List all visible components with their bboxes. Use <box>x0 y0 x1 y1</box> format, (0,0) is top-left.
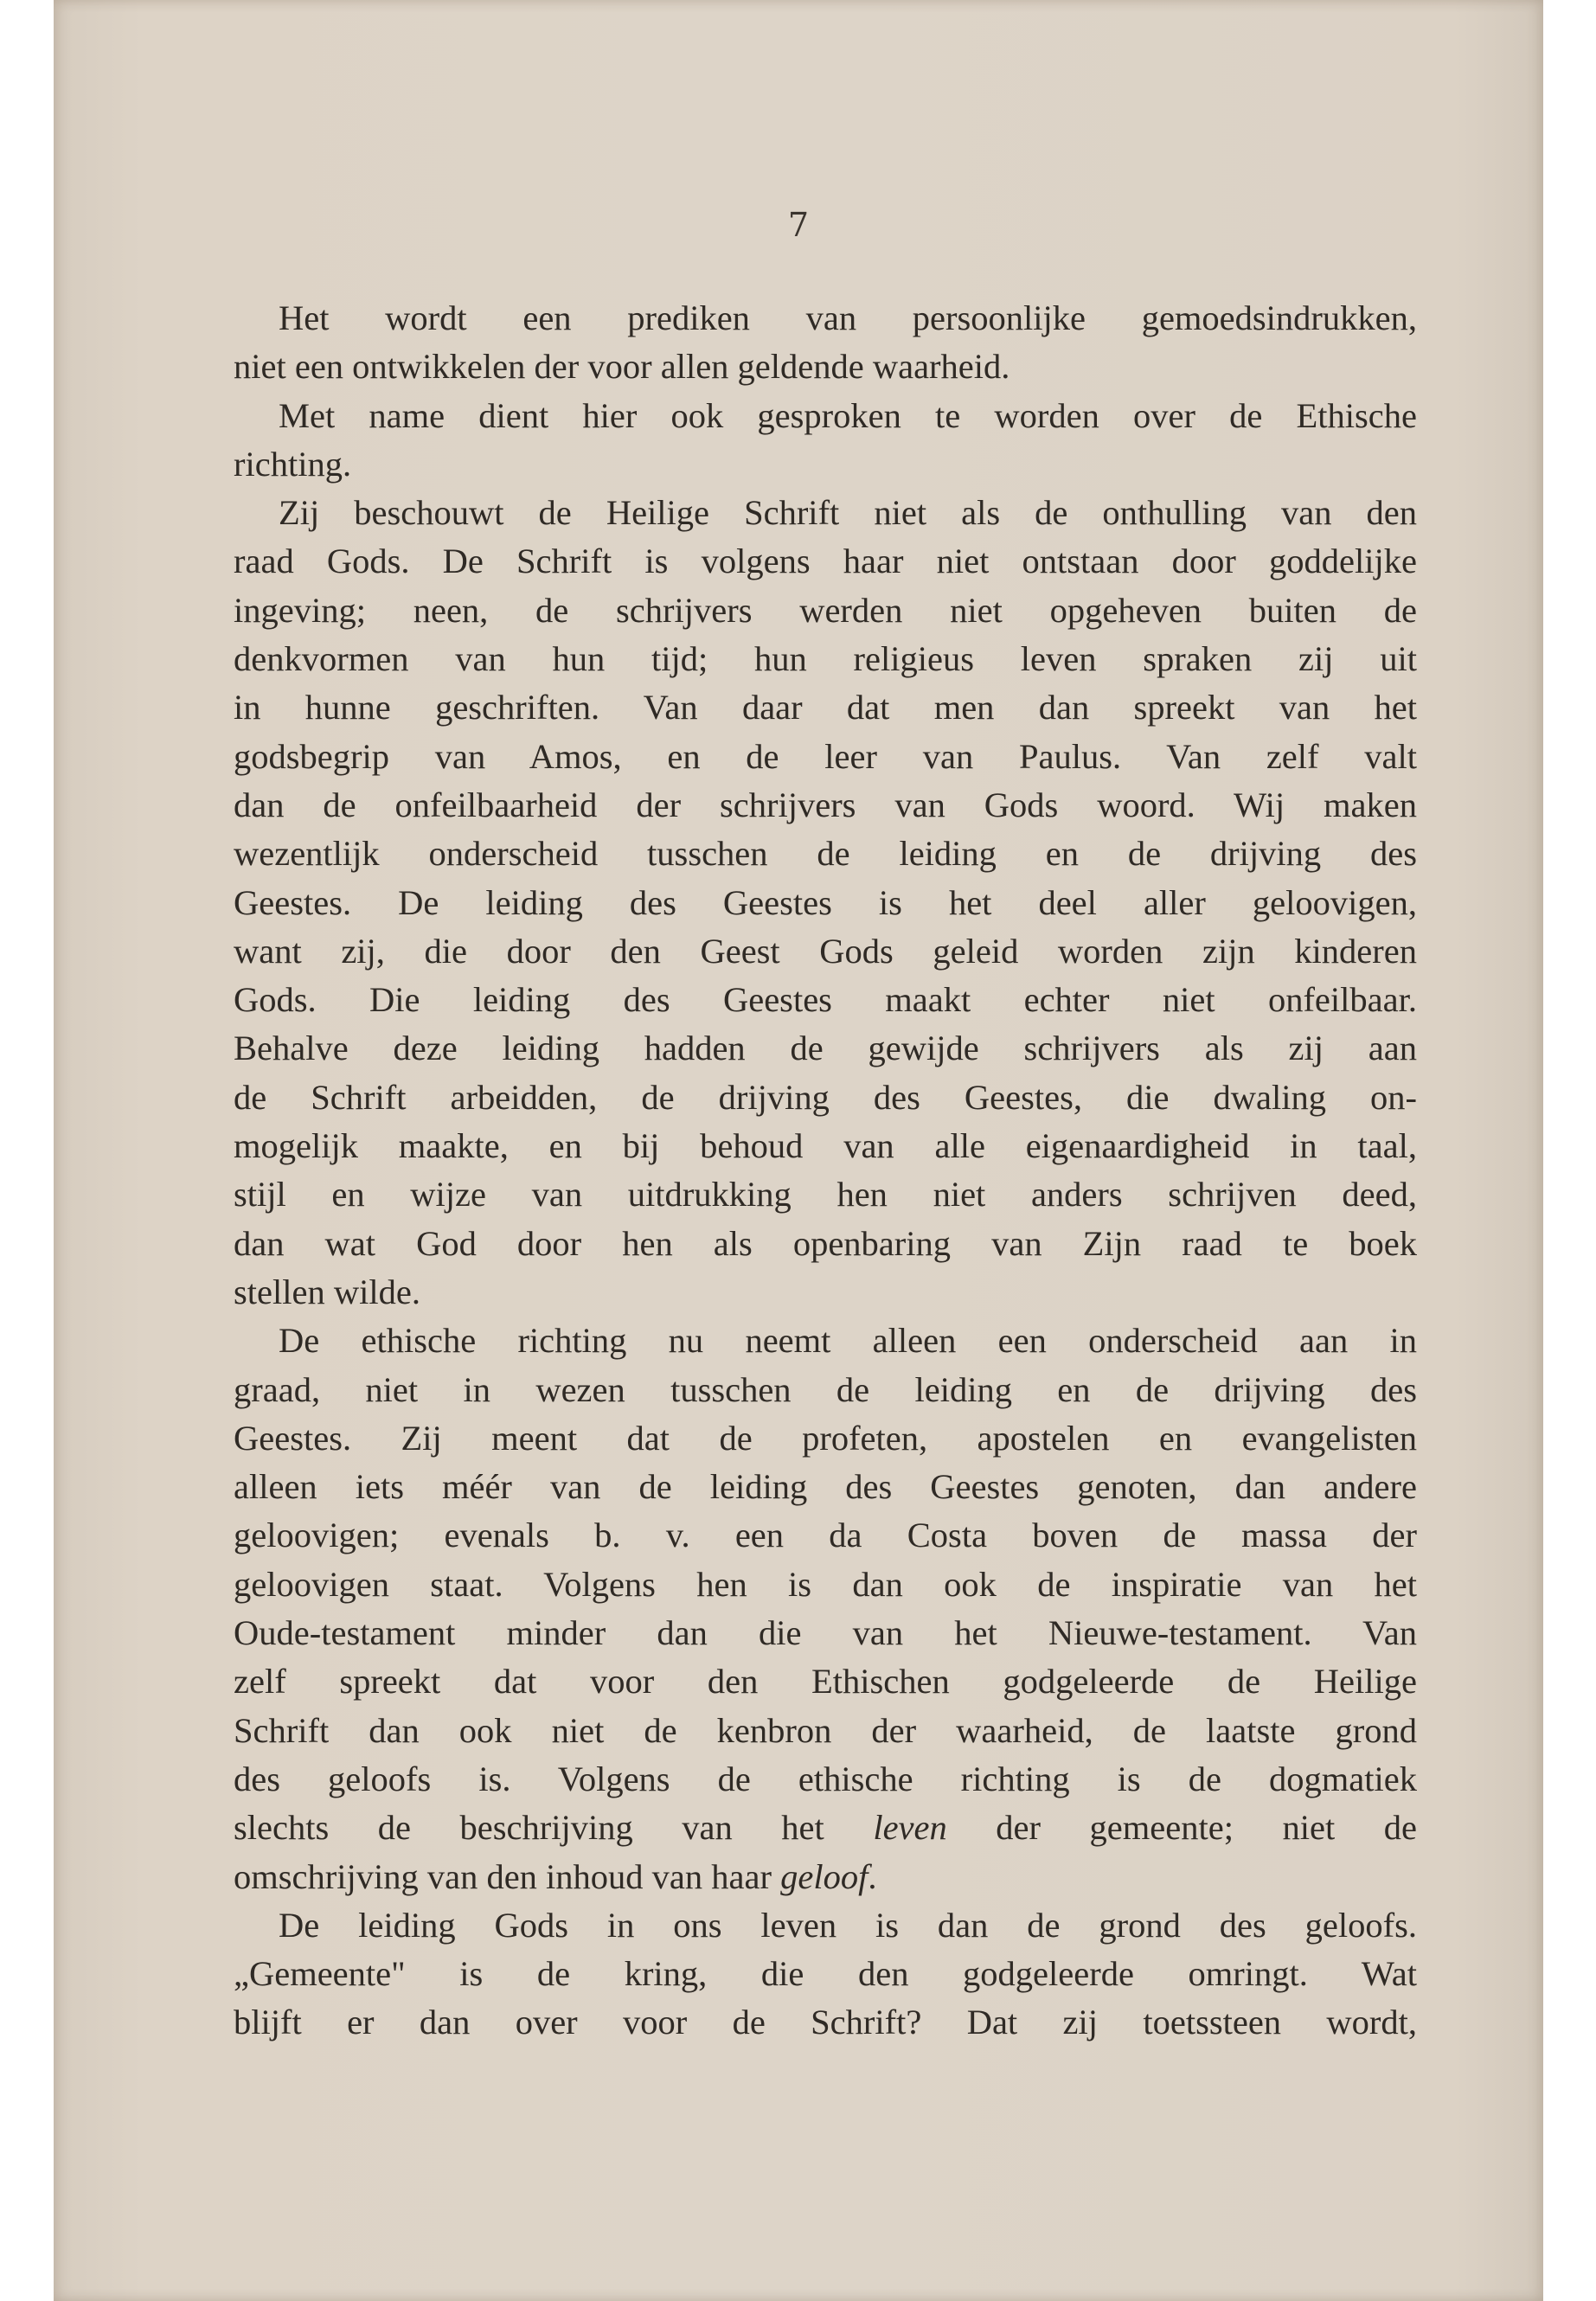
text-line: De leiding Gods in ons leven is dan de grond des geloofs. <box>279 1905 1417 1945</box>
text-line: wezentlijk onderscheid tusschen de leiding en de drijving des <box>234 834 1417 874</box>
text-line: zelf spreekt dat voor den Ethischen godgeleerde de Heilige <box>234 1662 1417 1702</box>
italic-word: geloof <box>780 1856 869 1896</box>
text-line: Geestes. De leiding des Geestes is het deel aller geloovigen, <box>234 882 1417 922</box>
text-line: dan wat God door hen als openbaring van Zijn raad te boek <box>234 1223 1417 1263</box>
text-line: godsbegrip van Amos, en de leer van Paulus. Van zelf valt <box>234 736 1417 776</box>
text-line: niet een ontwikkelen der voor allen geldende waarheid. <box>234 347 1010 387</box>
text-segment: . <box>868 1856 877 1896</box>
book-page <box>54 0 1543 2301</box>
text-line: in hunne geschriften. Van daar dat men dan spreekt van het <box>234 688 1417 727</box>
text-line: raad Gods. De Schrift is volgens haar niet ontstaan door goddelijke <box>234 542 1417 581</box>
text-segment: omschrijving van den inhoud van haar <box>234 1856 781 1896</box>
text-line: richting. <box>234 444 352 484</box>
text-line: Oude-testament minder dan die van het Nieuwe-testament. Van <box>234 1613 1417 1653</box>
text-line <box>234 1853 1417 1901</box>
text-line: mogelijk maakte, en bij behoud van alle eigenaardigheid in taal, <box>234 1126 1417 1166</box>
text-line: De ethische richting nu neemt alleen een onderscheid aan in <box>279 1321 1417 1361</box>
text-line: alleen iets méér van de leiding des Geestes genoten, dan andere <box>234 1467 1417 1507</box>
text-line: want zij, die door den Geest Gods geleid worden zijn kinderen <box>234 931 1417 971</box>
text-line: „Gemeente" is de kring, die den godgeleerde omringt. Wat <box>234 1954 1417 1994</box>
text-line: des geloofs is. Volgens de ethische richting is de dogmatiek <box>234 1759 1417 1798</box>
page-number: 7 <box>787 206 810 244</box>
text-line: Het wordt een prediken van persoonlijke gemoedsindrukken, <box>279 298 1417 337</box>
text-line: Behalve deze leiding hadden de gewijde schrijvers als zij aan <box>234 1029 1417 1068</box>
text-line: de Schrift arbeidden, de drijving des Geestes, die dwaling on- <box>234 1077 1417 1117</box>
text-line: stellen wilde. <box>234 1272 420 1311</box>
text-line: dan de onfeilbaarheid der schrijvers van Gods woord. Wij maken <box>234 785 1417 824</box>
text-segment: slechts de beschrijving van het <box>234 1808 874 1848</box>
text-line: Zij beschouwt de Heilige Schrift niet als de onthulling van den <box>279 493 1417 533</box>
text-line: stijl en wijze van uitdrukking hen niet anders schrijven deed, <box>234 1175 1417 1215</box>
text-line: Geestes. Zij meent dat de profeten, apostelen en evangelisten <box>234 1418 1417 1458</box>
text-line: Met name dient hier ook gesproken te worden over de Ethische <box>279 395 1417 435</box>
italic-word: leven <box>873 1808 947 1848</box>
text-line: denkvormen van hun tijd; hun religieus leven spraken zij uit <box>234 639 1417 679</box>
text-line: ingeving; neen, de schrijvers werden niet opgeheven buiten de <box>234 590 1417 630</box>
text-line: Gods. Die leiding des Geestes maakt echter niet onfeilbaar. <box>234 980 1417 1020</box>
text-line: geloovigen; evenals b. v. een da Costa boven de massa der <box>234 1516 1417 1555</box>
body-text <box>234 294 1417 2048</box>
text-line: graad, niet in wezen tusschen de leiding en de drijving des <box>234 1369 1417 1409</box>
text-segment: der gemeente; niet de <box>946 1808 1417 1848</box>
text-line: blijft er dan over voor de Schrift? Dat zij toetssteen wordt, <box>234 2003 1417 2042</box>
text-line <box>234 1804 1417 1852</box>
text-line: Schrift dan ook niet de kenbron der waarheid, de laatste grond <box>234 1710 1417 1750</box>
text-line: geloovigen staat. Volgens hen is dan ook de inspiratie van het <box>234 1564 1417 1604</box>
